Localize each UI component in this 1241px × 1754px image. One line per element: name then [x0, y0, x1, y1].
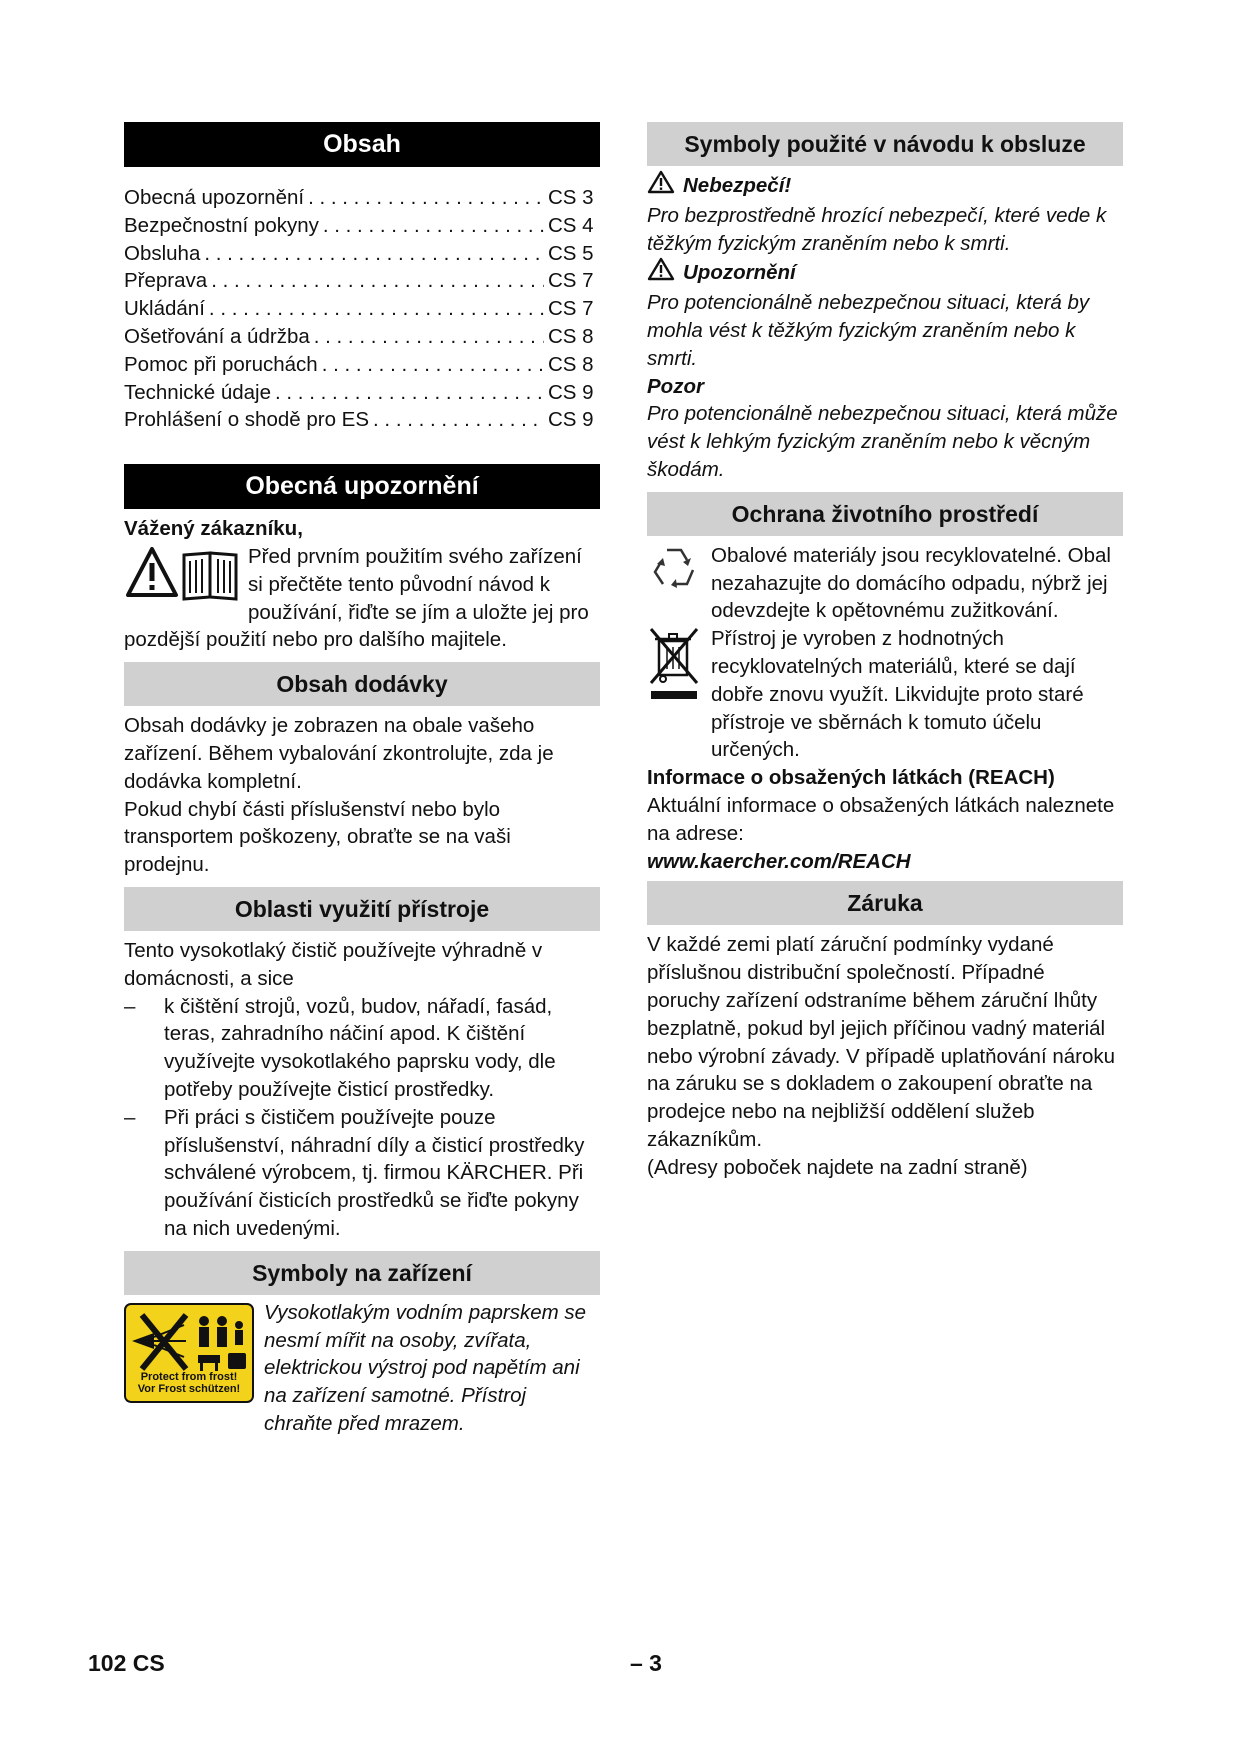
delivery-text-2: Pokud chybí části příslušenství nebo bylo transportem poškozeny, obraťte se na vaši prodejnu. — [124, 797, 511, 877]
usage-item-1: k čištění strojů, vozů, budov, nářadí, fasád, teras, zahradního náčiní apod. K čištění využívejte vysokotlakého paprsku vody, dle potřeby používejte čisticí prostředky. — [164, 994, 556, 1101]
toc-entry[interactable] — [124, 406, 600, 434]
frost-label-en: Protect from frost! — [140, 1370, 238, 1383]
table-of-contents — [124, 184, 600, 434]
right-column — [647, 122, 1123, 1182]
toc-entry-page: CS 7 — [548, 297, 594, 321]
reach-link[interactable]: www.kaercher.com/REACH — [647, 849, 911, 873]
caution-text: Pro potencionálně nebezpečnou situaci, která může vést k lehkým fyzickým zraněním nebo k věcným škodám. — [647, 402, 1118, 481]
toc-entry-title: Pomoc při poruchách — [124, 352, 318, 376]
salutation: Vážený zákazníku, — [124, 517, 303, 541]
toc-entry-page: CS 5 — [548, 241, 594, 265]
toc-entry-title: Obecná upozornění — [124, 186, 305, 209]
toc-entry[interactable] — [124, 267, 600, 295]
toc-entry-title: Technické údaje — [124, 380, 272, 404]
warranty-note: (Adresy poboček najdete na zadní straně) — [647, 1155, 1028, 1179]
toc-entry[interactable] — [124, 351, 600, 379]
no-spray-frost-icon — [124, 1303, 254, 1403]
general-heading: Obecná upozornění — [124, 464, 600, 509]
caution-label: Pozor — [647, 374, 704, 398]
toc-entry[interactable] — [124, 240, 600, 268]
warning-triangle-icon — [647, 170, 675, 202]
environment-heading: Ochrana životního prostředí — [647, 492, 1123, 536]
manual-symbols-heading: Symboly použité v návodu k obsluze — [647, 122, 1123, 166]
toc-entry-title: Ošetřování a údržba — [124, 324, 310, 348]
reach-heading: Informace o obsažených látkách (REACH) — [647, 766, 1055, 790]
toc-entry[interactable] — [124, 379, 600, 407]
list-item: – Při práci s čističem používejte pouze příslušenství, náhradní díly a čisticí prostředky schválené výrobcem, tj. firmou KÄRCHER. Při používání čisticích prostředků se řiďte pokyny na nich uvedenými. — [124, 1104, 600, 1243]
recycle-text: Obalové materiály jsou recyklovatelné. Obal nezahazujte do domácího odpadu, nýbrž jej odevzdejte k opětovnému zužitkování. — [711, 543, 1111, 623]
usage-item-2: Při práci s čističem používejte pouze příslušenství, náhradní díly a čisticí prostředky schválené výrobcem, tj. firmou KÄRCHER. Při používání čisticích prostředků se řiďte pokyny na nich uvedenými. — [164, 1105, 585, 1240]
frost-label-de: Vor Frost schützen! — [137, 1382, 241, 1395]
page-number-label: 102 CS — [88, 1650, 165, 1676]
toc-entry-title: Prohlášení o shodě pro ES — [124, 408, 370, 432]
reach-text: Aktuální informace o obsažených látkách naleznete na adrese: — [647, 793, 1115, 845]
usage-heading: Oblasti využití přístroje — [124, 887, 600, 931]
toc-entry-page: CS 8 — [548, 352, 594, 376]
toc-entry-page: CS 7 — [548, 269, 594, 293]
intro-text: Před prvním použitím svého zařízení si přečtěte tento původní návod k používání, řiďte se jím a uložte jej pro pozdější použití nebo pro dalšího majitele. — [124, 544, 589, 652]
delivery-heading: Obsah dodávky — [124, 662, 600, 706]
toc-entry-page: CS 4 — [548, 213, 594, 237]
toc-entry[interactable] — [124, 295, 600, 323]
list-item: – k čištění strojů, vozů, budov, nářadí, fasád, teras, zahradního náčiní apod. K čištění využívejte vysokotlakého paprsku vody, dle potřeby používejte čisticí prostředky. — [124, 993, 600, 1104]
danger-label: Nebezpečí! — [683, 174, 792, 197]
toc-entry-title: Ukládání — [124, 297, 205, 321]
warranty-heading: Záruka — [647, 881, 1123, 925]
device-symbols-text: Vysokotlakým vodním paprskem se nesmí mířit na osoby, zvířata, elektrickou výstroj pod napětím ani na zařízení samotné. Přístroj chraňte před mrazem. — [264, 1300, 587, 1435]
toc-entry-title: Přeprava — [124, 269, 208, 293]
device-symbols-heading: Symboly na zařízení — [124, 1251, 600, 1295]
toc-entry-page: CS 3 — [548, 186, 594, 209]
toc-entry-page: CS 9 — [548, 380, 594, 404]
weee-bin-icon — [647, 625, 701, 705]
weee-text: Přístroj je vyroben z hodnotných recyklovatelných materiálů, které se dají dobře znovu využít. Likvidujte proto staré přístroje ve sběrnách k tomuto účelu určených. — [711, 627, 1084, 762]
recycle-icon — [647, 542, 701, 598]
delivery-text-1: Obsah dodávky je zobrazen na obale vašeho zařízení. Během vybalování zkontrolujte, zda je dodávka kompletní. — [124, 714, 554, 793]
toc-heading: Obsah — [124, 122, 600, 167]
warning-triangle-icon — [647, 257, 675, 289]
toc-entry[interactable] — [124, 184, 600, 212]
toc-entry[interactable] — [124, 212, 600, 240]
warning-manual-icon — [124, 545, 242, 603]
warning-label: Upozornění — [683, 261, 796, 285]
toc-entry-page: CS 9 — [548, 408, 594, 432]
toc-entry[interactable] — [124, 323, 600, 351]
toc-entry-title: Obsluha — [124, 241, 201, 265]
toc-entry-title: Bezpečnostní pokyny — [124, 213, 319, 237]
warranty-text: V každé zemi platí záruční podmínky vydané příslušnou distribuční společností. Případné poruchy zařízení odstraníme během záruční lhůty bezplatně, pokud byl jejich příčinou vadný materiál nebo výrobní závady. V případě uplatňování nároku na záruku se s dokladem o zakoupení obraťte na prodejce nebo na nejbližší oddělení služeb zákazníkům. — [647, 933, 1116, 1151]
warning-text: Pro potencionálně nebezpečnou situaci, která by mohla vést k těžkým fyzickým zraněním nebo k smrti. — [647, 291, 1090, 370]
toc-entry-page: CS 8 — [548, 324, 594, 348]
left-column — [124, 122, 600, 1438]
danger-text: Pro bezprostředně hrozící nebezpečí, které vede k těžkým fyzickým zraněním nebo k smrti. — [647, 203, 1107, 255]
page-number-mid: – 3 — [630, 1650, 662, 1676]
usage-intro: Tento vysokotlaký čistič používejte výhradně v domácnosti, a sice — [124, 938, 543, 990]
